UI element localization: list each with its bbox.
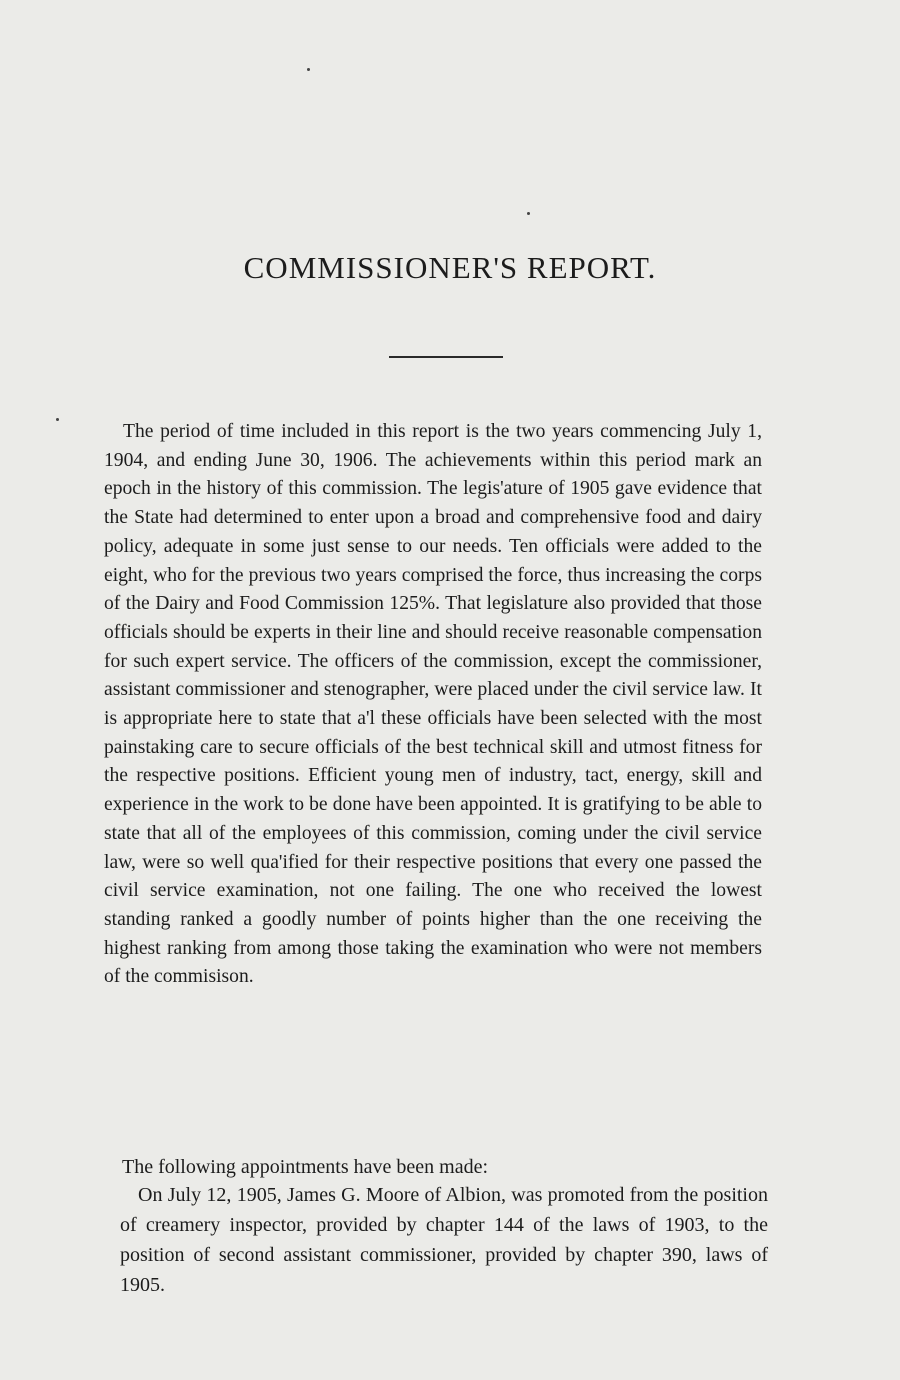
page-title: COMMISSIONER'S REPORT. bbox=[243, 250, 657, 285]
body-paragraph-1 bbox=[104, 418, 762, 992]
speck-mark bbox=[56, 418, 59, 421]
appointments-intro: The following appointments have been made: bbox=[122, 1156, 489, 1178]
speck-mark bbox=[527, 212, 530, 215]
speck-mark bbox=[307, 68, 310, 71]
paragraph-text: The period of time included in this report is the two years commencing July 1, 1904, and ending June 30, 1906. The achievements within this period mark an epoch in the history of this commission. The legis'ature of 1905 gave evidence that the State had determined to enter upon a broad and comprehensive food and dairy policy, adequate in some just sense to our needs. Ten officials were added to the eight, who for the previous two years comprised the force, thus increasing the corps of the Dairy and Food Commission 125%. That legislature also provided that those officials should be experts in their line and should receive reasonable compensation for such expert service. The officers of the commission, except the commissioner, assistant commissioner and stenographer, were placed under the civil service law. It is appropriate here to state that a'l these officials have been selected with the most painstaking care to secure officials of the best technical skill and utmost fitness for the respective positions. Efficient young men of industry, tact, energy, skill and experience in the work to be done have been appointed. It is gratifying to be able to state that all of the employees of this commission, coming under the civil service law, were so well qua'ified for their respective positions that every one passed the civil service examination, not one failing. The one who received the lowest standing ranked a goodly number of points higher than the one receiving the highest ranking from among those taking the examination who were not members of the commisison. bbox=[104, 421, 762, 988]
title-divider bbox=[389, 356, 503, 358]
body-paragraph-2: On July 12, 1905, James G. Moore of Albion, was promoted from the position of creamery inspector, provided by chapter 144 of the laws of 1903, to the position of second assistant commissioner, provided by chapter 390, laws of 1905. bbox=[120, 1184, 768, 1296]
